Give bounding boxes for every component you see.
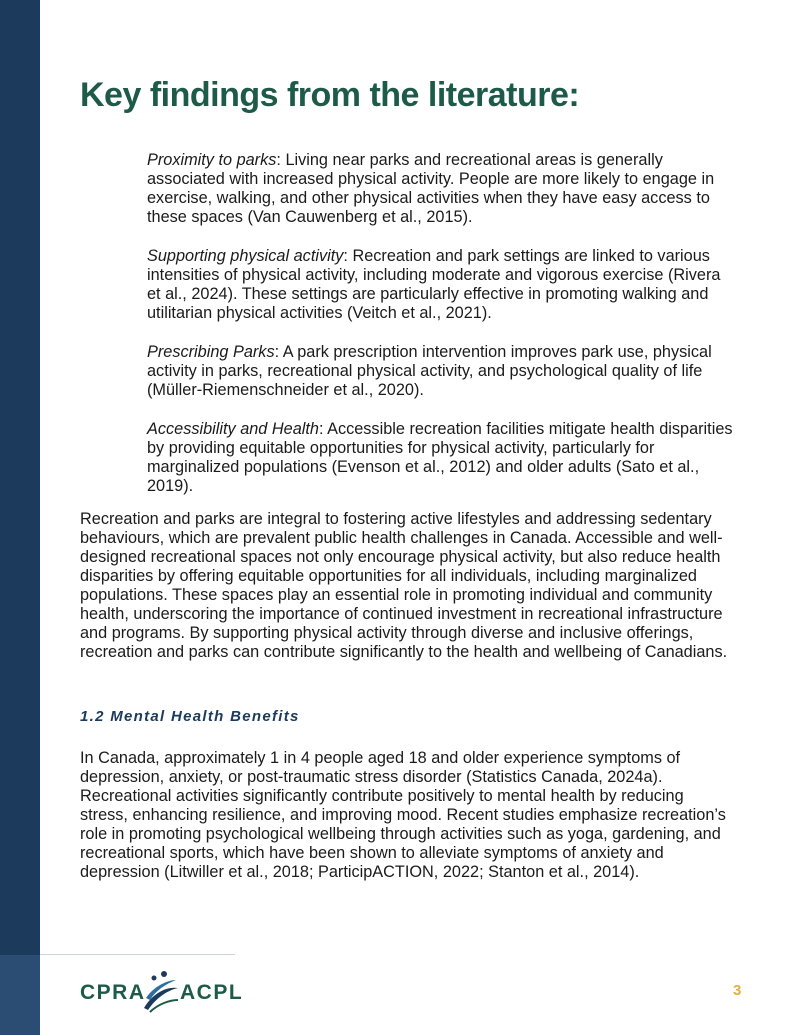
cpra-acpl-logo	[80, 966, 244, 1016]
finding-label: Accessibility and Health	[147, 420, 319, 438]
section-heading: 1.2 Mental Health Benefits	[80, 708, 300, 725]
finding-proximity	[147, 151, 737, 227]
sidebar-band	[0, 0, 40, 955]
logo-text-acpl: ACPL	[180, 981, 244, 1004]
finding-text: : Living near parks and recreational areas is generally associated with increased physical activity. People are more likely to engage in exercise, walking, and other physical activities when they have easy access to these spaces (Van Cauwenberg et al., 2015).	[147, 151, 715, 226]
recreation-parks-paragraph: Recreation and parks are integral to fostering active lifestyles and addressing sedentary behaviours, which are prevalent public health challenges in Canada. Accessible and well- designed recreational spaces not only encourage physical activity, but also reduce health disparities by offering equitable opportunities for all individuals, including marginalized populations. These spaces play an essential role in promoting individual and community health, underscoring the importance of continued investment in recreational infrastructure and programs. By supporting physical activity through diverse and inclusive offerings, recreation and parks can contribute significantly to the health and wellbeing of Canadians.	[80, 510, 728, 661]
finding-supporting-activity	[147, 247, 737, 323]
finding-text: : A park prescription intervention improves park use, physical activity in parks, recreational physical activity, and psychological quality of life (Müller-Riemenschneider et al., 2020).	[147, 343, 712, 399]
footer-divider	[40, 954, 235, 955]
finding-text: : Accessible recreation facilities mitigate health disparities by providing equitable opportunities for physical activity, particularly for marginalized populations (Evenson et al., 2012) and older adults (Sato et al., 2019).	[147, 420, 733, 495]
finding-text: : Recreation and park settings are linked to various intensities of physical activity, including moderate and vigorous exercise (Rivera et al., 2024). These settings are particularly effective in promoting walking and utilitarian physical activities (Veitch et al., 2021).	[147, 247, 721, 322]
sidebar-footer-band	[0, 955, 40, 1035]
logo-text-cpra: CPRA	[80, 981, 146, 1004]
figures-swoosh-icon	[140, 968, 180, 1014]
finding-prescribing-parks	[147, 343, 737, 400]
finding-label: Proximity to parks	[147, 151, 277, 169]
finding-label: Supporting physical activity	[147, 247, 344, 265]
mental-health-paragraph: In Canada, approximately 1 in 4 people aged 18 and older experience symptoms of depression, anxiety, or post-traumatic stress disorder (Statistics Canada, 2024a). Recreational activities significantly contribute positively to mental health by reducing stress, enhancing resilience, and improving mood. Recent studies emphasize recreation’s role in promoting psychological wellbeing through activities such as yoga, gardening, and recreational sports, which have been shown to alleviate symptoms of anxiety and depression (Litwiller et al., 2018; ParticipACTION, 2022; Stanton et al., 2014).	[80, 749, 726, 881]
finding-accessibility-health	[147, 420, 737, 496]
page-number: 3	[733, 982, 742, 999]
page-title: Key findings from the literature:	[80, 76, 580, 114]
findings-list	[147, 151, 737, 516]
finding-label: Prescribing Parks	[147, 343, 275, 361]
